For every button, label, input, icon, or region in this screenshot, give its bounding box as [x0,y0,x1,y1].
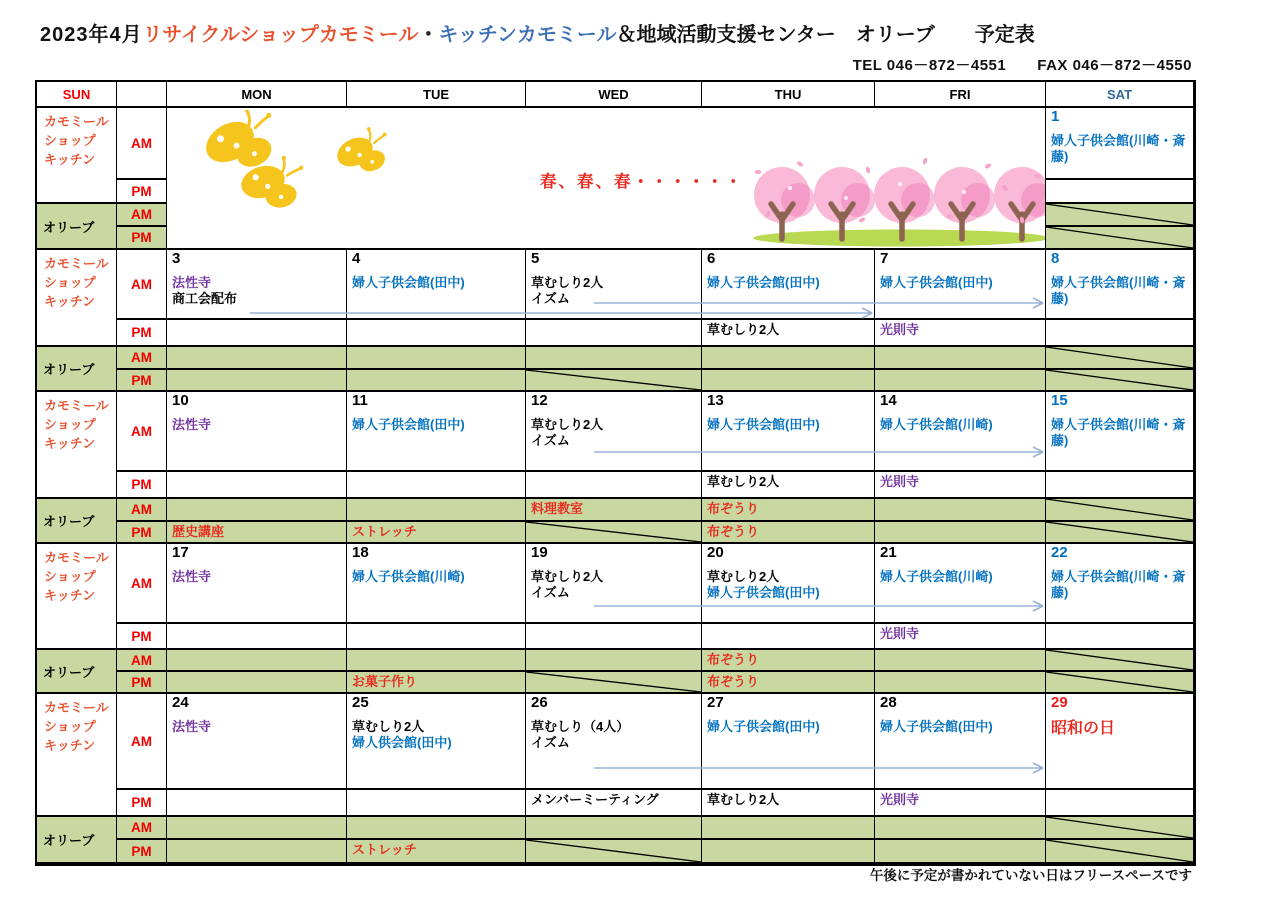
olive-cell-pm [167,370,347,392]
day-cell-pm [167,624,347,650]
event-text: 婦人子供会館(田中) [880,718,993,734]
day-cell-am [526,694,702,790]
am-label: AM [117,544,167,624]
event-text: ストレッチ [352,524,417,539]
event-text: 法性寺 [172,568,212,584]
olive-cell-am [347,347,526,370]
chamomile-label-line: キッチン [44,293,96,309]
olive-am-label: AM [117,347,167,370]
chamomile-label-line: ショップ [44,718,96,734]
event-text: 草むしり2人 [707,792,780,807]
butterfly-icon [195,110,278,178]
day-cell-am [347,544,526,624]
event-text: 草むしり2人 [707,322,780,337]
day-cell-am [347,250,526,320]
title-month: 2023年4月 [40,24,143,46]
event-text: 婦人供会館(田中) [352,735,452,751]
event-text: 光則寺 [880,322,920,337]
diagonal-strike-line [1046,227,1193,248]
olive-cell-am [702,499,875,522]
event-text: 布ぞうり [707,501,760,516]
olive-cell-pm [167,522,347,544]
olive-cell-pm [702,522,875,544]
event-text: 婦人子供会館(川崎) [880,416,993,432]
olive-pm-label: PM [117,840,167,864]
day-cell-pm [1046,624,1194,650]
diagonal-strike-line [1046,347,1193,368]
event-text: 光則寺 [880,792,920,807]
date-number: 28 [880,694,897,711]
olive-cell-pm [167,672,347,694]
olive-cell-am [167,499,347,522]
olive-cell-am [702,347,875,370]
olive-cell-am [1046,650,1194,672]
event-text: 婦人子供会館(田中) [352,416,465,432]
olive-am-label: AM [117,204,167,227]
diagonal-strike-line [1046,650,1193,670]
olive-cell-pm [347,840,526,864]
day-cell-pm [702,624,875,650]
header-cell-spacer [117,82,167,108]
day-cell-pm [1046,180,1194,204]
day-cell-am [702,694,875,790]
event-text: 草むしり2人 [531,274,604,290]
date-number: 4 [352,250,361,267]
olive-cell-pm [702,370,875,392]
butterfly-icon [234,151,304,210]
olive-am-label: AM [117,817,167,840]
day-cell-am [1046,108,1194,180]
day-cell-pm [347,472,526,499]
day-cell-pm [1046,790,1194,817]
diagonal-strike-line [526,522,701,542]
olive-cell-pm [347,370,526,392]
olive-cell-am [702,650,875,672]
olive-cell-pm [526,370,702,392]
olive-cell-pm [702,672,875,694]
olive-cell-pm [875,370,1046,392]
event-text: 布ぞうり [707,524,760,539]
pm-label: PM [117,790,167,817]
day-cell-pm [875,472,1046,499]
olive-section-label: オリーブ [37,817,117,864]
olive-cell-am [875,650,1046,672]
am-label: AM [117,392,167,472]
event-text: 婦人子供会館(田中) [880,274,993,290]
event-text: イズム [531,291,570,307]
olive-cell-am [167,817,347,840]
olive-cell-am [347,817,526,840]
olive-section-label: オリーブ [37,204,117,250]
calendar-table [35,80,1196,866]
diagonal-strike-line [1046,840,1193,862]
olive-cell-pm [526,672,702,694]
date-number: 12 [531,392,548,409]
date-number: 3 [172,250,181,267]
pm-label: PM [117,472,167,499]
header-cell-tue: TUE [347,82,526,108]
date-number: 8 [1051,250,1060,267]
event-text: 婦人子供会館(川崎・斎藤) [1051,274,1186,307]
day-cell-pm [167,320,347,347]
day-cell-am [702,250,875,320]
day-cell-am [167,544,347,624]
event-text: 婦人子供会館(田中) [707,718,820,734]
day-cell-pm [347,320,526,347]
day-cell-pm [702,472,875,499]
event-text: ストレッチ [352,842,417,857]
chamomile-label-line: キッチン [44,587,96,603]
event-text: イズム [531,585,570,601]
day-cell-am [702,544,875,624]
event-text: 料理教室 [531,501,584,516]
date-number: 20 [707,544,724,561]
diagonal-strike-line [1046,817,1193,838]
day-cell-am [875,544,1046,624]
date-number: 11 [352,392,368,409]
day-cell-am [875,392,1046,472]
event-text: イズム [531,735,570,751]
date-number: 25 [352,694,369,711]
olive-cell-am [526,499,702,522]
title-kitchen-name: キッチンカモミール [438,24,617,46]
day-cell-am [347,694,526,790]
day-cell-pm [526,320,702,347]
event-text: 法性寺 [172,718,212,734]
event-text: 草むしり2人 [352,718,425,734]
chamomile-label-line: キッチン [44,737,96,753]
day-cell-am [875,250,1046,320]
event-text: 光則寺 [880,626,920,641]
olive-cell-pm [1046,370,1194,392]
header-cell-fri: FRI [875,82,1046,108]
event-text: 婦人子供会館(川崎) [880,568,993,584]
date-number: 5 [531,250,540,267]
spring-text: 春、春、春・・・・・・ [540,173,744,191]
event-text: 光則寺 [880,474,920,489]
diagonal-strike-line [1046,522,1193,542]
olive-section-label: オリーブ [37,499,117,544]
title-suffix: ＆地域活動支援センター オリーブ 予定表 [616,24,1035,46]
chamomile-section-label [37,392,117,499]
header-cell-sat: SAT [1046,82,1194,108]
am-label: AM [117,694,167,790]
chamomile-label-line: キッチン [44,151,96,167]
week1-decoration-area [167,108,1046,250]
olive-cell-pm [1046,522,1194,544]
am-label: AM [117,250,167,320]
header-cell-wed: WED [526,82,702,108]
event-text: 法性寺 [172,416,212,432]
day-cell-am [1046,392,1194,472]
day-cell-am [347,392,526,472]
date-number: 18 [352,544,369,561]
event-text: 歴史講座 [172,524,225,539]
olive-cell-pm [702,840,875,864]
olive-cell-pm [1046,840,1194,864]
butterfly-icon [331,126,389,177]
olive-pm-label: PM [117,227,167,250]
day-cell-am [526,544,702,624]
olive-cell-am [526,650,702,672]
olive-section-label: オリーブ [37,650,117,694]
date-number: 15 [1051,392,1068,409]
event-text: 布ぞうり [707,652,760,667]
chamomile-section-label [37,108,117,204]
olive-cell-pm [1046,227,1194,250]
day-cell-pm [526,472,702,499]
day-cell-pm [526,790,702,817]
olive-cell-am [875,499,1046,522]
olive-am-label: AM [117,650,167,672]
olive-section-label: オリーブ [37,347,117,392]
event-text: 婦人子供会館(田中) [707,416,820,432]
olive-cell-am [347,650,526,672]
olive-cell-pm [875,840,1046,864]
title-shop-name: リサイクルショップカモミール [142,24,419,46]
date-number: 26 [531,694,548,711]
event-text: イズム [531,433,570,449]
chamomile-label-line: カモミール [44,114,109,129]
olive-cell-pm [875,672,1046,694]
olive-cell-pm [526,840,702,864]
day-cell-pm [347,790,526,817]
event-text: 婦人子供会館(田中) [352,274,465,290]
event-text: 昭和の日 [1051,719,1116,737]
diagonal-strike-line [1046,672,1193,692]
olive-cell-pm [347,672,526,694]
diagonal-strike-line [526,672,701,692]
olive-cell-am [167,650,347,672]
olive-pm-label: PM [117,672,167,694]
header-cell-sun: SUN [37,82,117,108]
date-number: 14 [880,392,897,409]
olive-cell-pm [1046,672,1194,694]
event-text: 婦人子供会館(川崎・斎藤) [1051,568,1186,601]
chamomile-section-label [37,250,117,347]
date-number: 24 [172,694,189,711]
date-number: 7 [880,250,889,267]
date-number: 19 [531,544,548,561]
day-cell-am [1046,544,1194,624]
day-cell-pm [875,320,1046,347]
am-label: AM [117,108,167,180]
event-text: 草むしり2人 [707,474,780,489]
event-text: 法性寺 [172,274,212,290]
day-cell-am [702,392,875,472]
diagonal-strike-line [526,370,701,390]
event-text: 草むしり（4人） [531,718,630,734]
olive-cell-am [526,347,702,370]
date-number: 10 [172,392,189,409]
olive-cell-am [526,817,702,840]
day-cell-pm [702,320,875,347]
day-cell-pm [347,624,526,650]
day-cell-am [1046,250,1194,320]
chamomile-label-line: カモミール [44,550,109,565]
event-text: 婦人子供会館(田中) [707,585,820,601]
olive-cell-am [347,499,526,522]
contact-info: TEL 046－872－4551 FAX 046－872－4550 [852,57,1192,74]
date-number: 13 [707,392,724,409]
diagonal-strike-line [1046,499,1193,520]
olive-pm-label: PM [117,522,167,544]
event-text: 婦人子供会館(川崎) [352,568,465,584]
footer-note: 午後に予定が書かれていない日はフリースペースです [869,868,1192,883]
event-text: 草むしり2人 [707,568,780,584]
chamomile-section-label [37,544,117,650]
event-text: 草むしり2人 [531,416,604,432]
olive-cell-am [1046,499,1194,522]
date-number: 6 [707,250,716,267]
cherry-blossom-trees-illustration [750,158,1046,248]
event-text: メンバーミーティング [531,792,659,807]
day-cell-am [526,250,702,320]
chamomile-label-line: ショップ [44,132,96,148]
olive-cell-am [1046,204,1194,227]
day-cell-am [167,392,347,472]
day-cell-am [167,250,347,320]
day-cell-pm [526,624,702,650]
event-text: 商工会配布 [172,291,238,307]
olive-cell-am [875,817,1046,840]
pm-label: PM [117,180,167,204]
pm-label: PM [117,624,167,650]
butterflies-illustration [175,110,405,210]
chamomile-label-line: カモミール [44,256,109,271]
title-separator-dot: ・ [418,24,439,46]
day-cell-pm [1046,320,1194,347]
olive-pm-label: PM [117,370,167,392]
header-cell-thu: THU [702,82,875,108]
day-cell-am [1046,694,1194,790]
event-text: 婦人子供会館(川崎・斎藤) [1051,132,1186,165]
olive-cell-pm [526,522,702,544]
chamomile-label-line: キッチン [44,435,96,451]
chamomile-label-line: ショップ [44,274,96,290]
date-number: 27 [707,694,724,711]
day-cell-am [875,694,1046,790]
date-number: 17 [172,544,189,561]
olive-cell-pm [347,522,526,544]
olive-cell-am [875,347,1046,370]
olive-cell-am [702,817,875,840]
day-cell-pm [875,790,1046,817]
event-text: 婦人子供会館(田中) [707,274,820,290]
event-text: 草むしり2人 [531,568,604,584]
event-text: お菓子作り [352,674,418,689]
chamomile-section-label [37,694,117,817]
olive-am-label: AM [117,499,167,522]
day-cell-pm [167,790,347,817]
chamomile-label-line: ショップ [44,416,96,432]
event-text: 婦人子供会館(川崎・斎藤) [1051,416,1186,449]
diagonal-strike-line [526,840,701,862]
day-cell-am [167,694,347,790]
date-number: 22 [1051,544,1068,561]
olive-cell-am [167,347,347,370]
chamomile-label-line: カモミール [44,398,109,413]
pm-label: PM [117,320,167,347]
diagonal-strike-line [1046,204,1193,225]
page-title [40,18,1035,47]
olive-cell-pm [875,522,1046,544]
date-number: 1 [1051,108,1060,125]
day-cell-pm [167,472,347,499]
day-cell-pm [702,790,875,817]
chamomile-label-line: ショップ [44,568,96,584]
chamomile-label-line: カモミール [44,700,109,715]
day-cell-pm [875,624,1046,650]
olive-cell-am [1046,817,1194,840]
event-text: 布ぞうり [707,674,760,689]
date-number: 29 [1051,694,1068,711]
day-cell-am [526,392,702,472]
olive-cell-pm [167,840,347,864]
day-cell-pm [1046,472,1194,499]
date-number: 21 [880,544,897,561]
diagonal-strike-line [1046,370,1193,390]
olive-cell-am [1046,347,1194,370]
header-cell-mon: MON [167,82,347,108]
